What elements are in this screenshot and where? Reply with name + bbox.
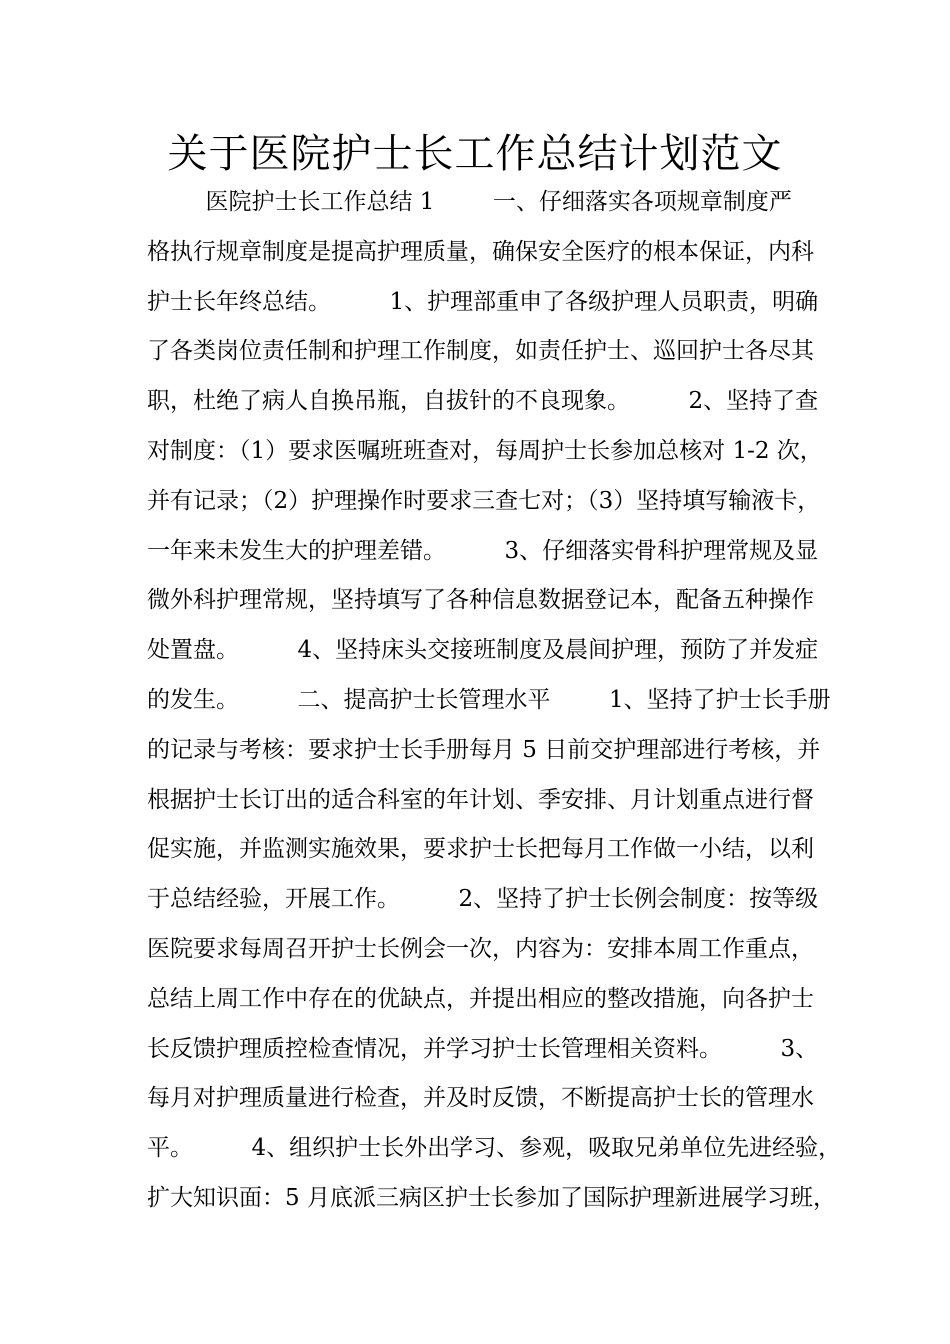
body-line-3: 护士长年终总结。 1、护理部重申了各级护理人员职责，明确 [147, 288, 819, 315]
body-line-5: 职，杜绝了病人自换吊瓶，自拔针的不良现象。 2、坚持了查 [147, 388, 819, 415]
body-line-20: 平。 4、组织护士长外出学习、参观，吸取兄弟单位先进经验， [147, 1135, 842, 1162]
body-line-8: 一年来未发生大的护理差错。 3、仔细落实骨科护理常规及显 [147, 537, 819, 564]
body-line-4: 了各类岗位责任制和护理工作制度，如责任护士、巡回护士各尽其 [147, 338, 814, 365]
body-line-14: 促实施，并监测实施效果，要求护士长把每月工作做一小结，以利 [147, 836, 814, 863]
body-line-15: 于总结经验，开展工作。 2、坚持了护士长例会制度：按等级 [147, 886, 819, 913]
body-line-17: 总结上周工作中存在的优缺点，并提出相应的整改措施，向各护士 [147, 985, 814, 1012]
body-line-2: 格执行规章制度是提高护理质量，确保安全医疗的根本保证，内科 [147, 238, 814, 265]
body-line-10: 处置盘。 4、坚持床头交接班制度及晨间护理，预防了并发症 [147, 637, 819, 664]
body-line-9: 微外科护理常规，坚持填写了各种信息数据登记本，配备五种操作 [147, 587, 814, 614]
body-line-19: 每月对护理质量进行检查，并及时反馈，不断提高护士长的管理水 [147, 1085, 814, 1112]
body-line-1: 医院护士长工作总结 1 一、仔细落实各项规章制度严 [147, 189, 792, 215]
body-line-16: 医院要求每周召开护士长例会一次，内容为：安排本周工作重点， [147, 935, 814, 962]
body-line-7: 并有记录；（2）护理操作时要求三查七对；（3）坚持填写输液卡， [147, 487, 821, 514]
body-line-21: 扩大知识面：5 月底派三病区护士长参加了国际护理新进展学习班， [147, 1184, 836, 1211]
body-line-13: 根据护士长订出的适合科室的年计划、季安排、月计划重点进行督 [147, 786, 814, 813]
body-line-11: 的发生。 二、提高护士长管理水平 1、坚持了护士长手册 [147, 686, 831, 713]
body-line-18: 长反馈护理质控检查情况，并学习护士长管理相关资料。 3、 [147, 1035, 819, 1062]
document-title: 关于医院护士长工作总结计划范文 [167, 131, 783, 177]
body-line-12: 的记录与考核：要求护士长手册每月 5 日前交护理部进行考核，并 [147, 736, 821, 763]
body-line-6: 对制度：（1）要求医嘱班班查对，每周护士长参加总核对 1-2 次， [147, 437, 823, 464]
document-body [147, 178, 842, 1224]
